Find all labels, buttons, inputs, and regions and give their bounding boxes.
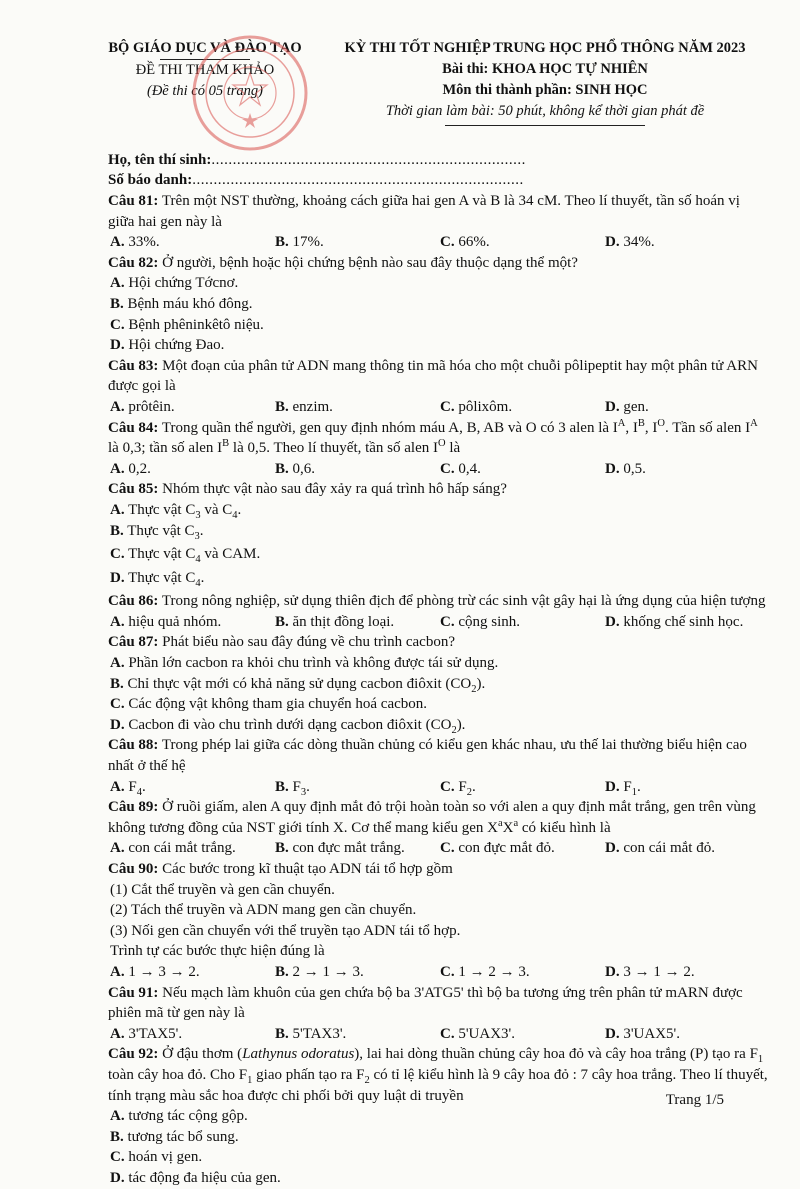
option-d[interactable]: D. gen. [605, 398, 649, 415]
option-a[interactable]: A. prôtêin. [110, 398, 175, 415]
option-b[interactable]: B. 2 → 1 → 3. [275, 963, 364, 980]
option-a[interactable]: A. con cái mắt trắng. [110, 840, 236, 857]
option-b[interactable]: B. con đực mắt trắng. [275, 840, 405, 857]
option-d[interactable]: D. Hội chứng Đao. [110, 337, 225, 354]
step-1: (1) Cắt thể truyền và gen cần chuyển. [110, 881, 335, 898]
option-d[interactable]: D. $F_1$. [605, 778, 641, 798]
option-c[interactable]: C. Các động vật không tham gia chuyển hoá cacbon. [110, 696, 428, 713]
question-ask: Trình tự các bước thực hiện đúng là [110, 943, 325, 960]
option-b[interactable]: B. tương tác bổ sung. [110, 1128, 239, 1145]
official-seal-icon [190, 33, 310, 153]
time-note: Thời gian làm bài: 50 phút, không kể thời gian phát đề [385, 103, 705, 119]
options-89 [108, 838, 768, 859]
options-81 [108, 232, 768, 253]
option-b[interactable]: B. 17%. [275, 234, 324, 251]
page-number: Trang 1/5 [665, 1092, 724, 1108]
subject-name: Môn thi thành phần: SINH HỌC [442, 82, 648, 98]
question-90: Câu 90: Các bước trong kĩ thuật tạo ADN tái tổ hợp gồm [108, 861, 453, 877]
name-label: Họ, tên thí sinh: [108, 152, 212, 168]
question-84: Câu 84: Trong quần thể người, gen quy định nhóm máu A, B, AB và O có 3 alen là $I^A$, $I^B$, $I^O$. Tần số alen $I^A$ là 0,3; tần số alen $I^B$ là 0,5. Theo lí thuyết, tần số alen $I^O$ là [108, 417, 758, 457]
option-b[interactable]: B. enzim. [275, 398, 333, 415]
question-81 [108, 191, 768, 232]
question-83: Câu 83: Một đoạn của phân tử ADN mang thông tin mã hóa cho một chuỗi pôlipeptit hay một phân tử ARN được gọi là [108, 357, 758, 395]
option-a[interactable]: A. $F_4$. [110, 778, 146, 798]
option-a[interactable]: A. hiệu quả nhóm. [110, 613, 222, 630]
option-b[interactable]: B. 0,6. [275, 460, 316, 477]
question-87: Câu 87: Phát biểu nào sau đây đúng về chu trình cacbon? [108, 634, 456, 651]
options-92 [108, 1106, 768, 1188]
options-86 [108, 612, 768, 633]
question-label: Câu 81: [108, 193, 159, 209]
step-2: (2) Tách thể truyền và ADN mang gen cần chuyển. [110, 902, 417, 919]
question-82: Câu 82: Ở người, bệnh hoặc hội chứng bệnh nào sau đây thuộc dạng thể một? [108, 254, 578, 271]
option-a[interactable]: A. 33%. [110, 234, 160, 251]
test-name: Bài thi: KHOA HỌC TỰ NHIÊN [442, 61, 648, 77]
id-label: Số báo danh: [108, 172, 193, 188]
option-b[interactable]: B. $F_3$. [275, 778, 310, 798]
option-d[interactable]: D. con cái mắt đỏ. [605, 840, 715, 857]
question-89: Câu 89: Ở ruồi giấm, alen A quy định mắt đỏ trội hoàn toàn so với alen a quy định mắt trắng, gen trên vùng không tương đồng của NST giới tính X. Cơ thể mang kiểu gen $X^aX^a$ có kiểu hình là [108, 799, 756, 836]
options-85 [108, 500, 768, 588]
question-85: Câu 85: Nhóm thực vật nào sau đây xảy ra quá trình hô hấp sáng? [108, 481, 507, 498]
step-3: (3) Nối gen cần chuyển với thể truyền tạo ADN tái tổ hợp. [110, 922, 461, 939]
option-a[interactable]: A. 0,2. [110, 460, 151, 477]
exam-title: KỲ THI TỐT NGHIỆP TRUNG HỌC PHỔ THÔNG NĂM 2023 [344, 40, 746, 56]
option-d[interactable]: D. 3 → 1 → 2. [605, 963, 695, 980]
options-90 [108, 962, 768, 983]
option-d[interactable]: D. tác động đa hiệu của gen. [110, 1169, 281, 1186]
option-d[interactable]: D. Thực vật $C_4$. [110, 569, 205, 589]
options-88 [108, 777, 768, 798]
question-92: Câu 92: Ở đậu thơm (Lathynus odoratus), lai hai dòng thuần chủng cây hoa đỏ và cây hoa trắng (P) tạo ra $F_1$ toàn cây hoa đỏ. Cho $F_1$ giao phấn tạo ra $F_2$ có tỉ lệ kiểu hình là 9 cây hoa đỏ : 7 cây hoa trắng. Theo lí thuyết, tính trạng màu sắc hoa được chi phối bởi quy luật di truyền [108, 1046, 768, 1104]
options-82 [108, 273, 768, 355]
option-d[interactable]: D. Cacbon đi vào chu trình dưới dạng cacbon điôxit $(CO_2)$. [110, 716, 466, 736]
option-c[interactable]: C. 66%. [440, 234, 490, 251]
options-83 [108, 397, 768, 418]
option-d[interactable]: D. 0,5. [605, 460, 646, 477]
option-a[interactable]: A. 3'TAX5'. [110, 1025, 183, 1042]
option-a[interactable]: A. Phần lớn cacbon ra khỏi chu trình và không được tái sử dụng. [110, 655, 499, 672]
exam-type: ĐỀ THI THAM KHẢO [135, 62, 275, 78]
option-c[interactable]: C. hoán vị gen. [110, 1149, 203, 1166]
option-b[interactable]: B. Thực vật $C_3$. [110, 522, 204, 542]
option-d[interactable]: D. khống chế sinh học. [605, 613, 744, 630]
options-84 [108, 459, 768, 480]
option-b[interactable]: B. Chỉ thực vật mới có khả năng sử dụng cacbon điôxit $(CO_2)$. [110, 675, 486, 695]
option-c[interactable]: C. con đực mắt đỏ. [440, 840, 555, 857]
header-right [325, 38, 765, 126]
option-c[interactable]: C. 5'UAX3'. [440, 1025, 515, 1042]
option-c[interactable]: C. pôlixôm. [440, 398, 513, 415]
option-c[interactable]: C. 0,4. [440, 460, 481, 477]
option-c[interactable]: C. Thực vật $C_4$ và CAM. [110, 546, 261, 566]
questions [108, 191, 768, 1189]
id-field[interactable]: .............................................................................. [192, 172, 524, 188]
question-86: Câu 86: Trong nông nghiệp, sử dụng thiên địch để phòng trừ các sinh vật gây hại là ứng dụng của hiện tượng [108, 593, 766, 610]
option-a[interactable]: A. 1 → 3 → 2. [110, 963, 200, 980]
option-a[interactable]: A. tương tác cộng gộp. [110, 1108, 248, 1125]
ministry-name: BỘ GIÁO DỤC VÀ ĐÀO TẠO [108, 40, 302, 56]
option-a[interactable]: A. Thực vật $C_3$ và $C_4$. [110, 501, 242, 521]
candidate-info [108, 150, 526, 190]
option-c[interactable]: C. cộng sinh. [440, 613, 521, 630]
option-a[interactable]: A. Hội chứng Tớcnơ. [110, 275, 239, 292]
page-count: (Đề thi có 05 trang) [147, 83, 263, 99]
option-b[interactable]: B. Bệnh máu khó đông. [110, 295, 253, 312]
option-d[interactable]: D. 34%. [605, 234, 655, 251]
option-b[interactable]: B. 5'TAX3'. [275, 1025, 347, 1042]
option-c[interactable]: C. Bệnh phêninkêtô niệu. [110, 316, 264, 333]
question-text: Trên một NST thường, khoảng cách giữa hai gen A và B là 34 cM. Theo lí thuyết, tần số hoán vị giữa hai gen này là [108, 193, 740, 230]
option-b[interactable]: B. ăn thịt đồng loại. [275, 613, 395, 630]
option-c[interactable]: C. 1 → 2 → 3. [440, 963, 530, 980]
option-d[interactable]: D. 3'UAX5'. [605, 1025, 680, 1042]
options-91 [108, 1024, 768, 1045]
name-field[interactable]: .......................................................................... [211, 152, 526, 168]
question-88: Câu 88: Trong phép lai giữa các dòng thuần chủng có kiểu gen khác nhau, ưu thế lai thường biểu hiện cao nhất ở thế hệ [108, 737, 747, 775]
option-c[interactable]: C. $F_2$. [440, 778, 476, 798]
question-91: Câu 91: Nếu mạch làm khuôn của gen chứa bộ ba 3'ATG5' thì bộ ba tương ứng trên phân tử mARN được phiên mã từ gen này là [108, 984, 743, 1022]
header-divider-right [445, 125, 645, 126]
